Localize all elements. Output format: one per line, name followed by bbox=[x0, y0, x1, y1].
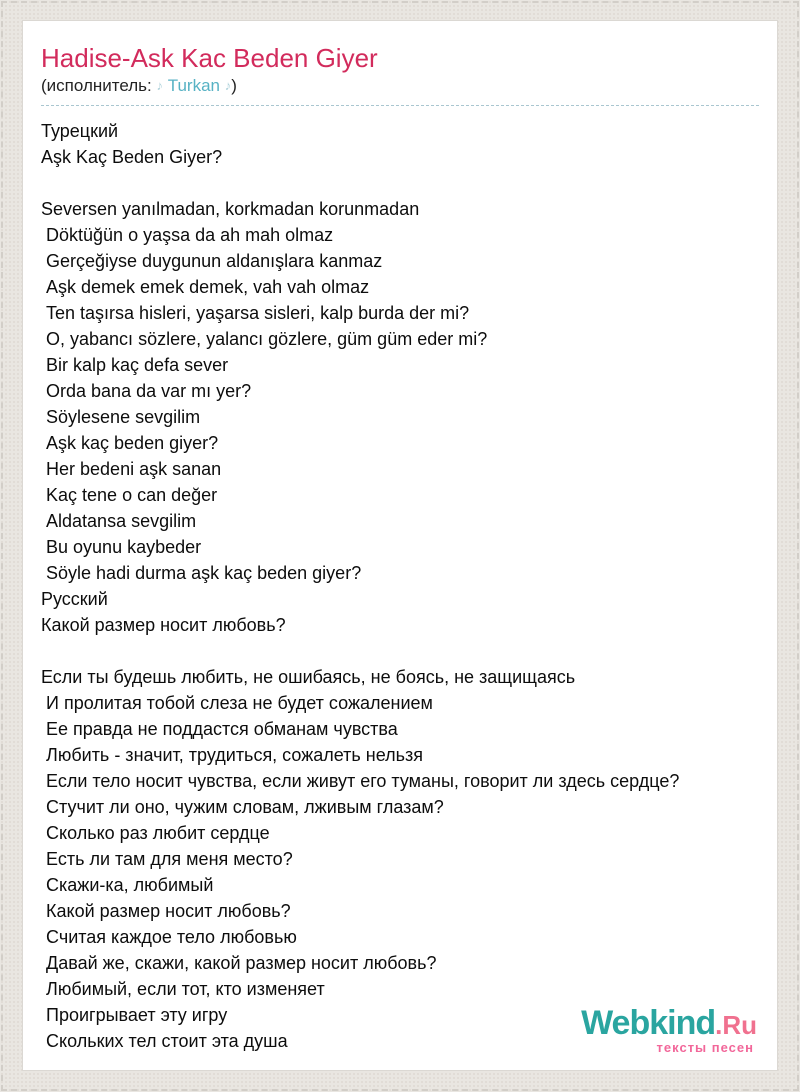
lyric-line bbox=[41, 170, 759, 196]
lyric-line: Скольких тел стоит эта душа bbox=[41, 1031, 288, 1051]
artist-label-close: ) bbox=[231, 76, 237, 95]
lyric-line: Aldatansa sevgilim bbox=[41, 511, 197, 531]
lyric-line: Считая каждое тело любовью bbox=[41, 927, 297, 947]
content-card bbox=[22, 20, 778, 1071]
lyrics-block bbox=[41, 118, 759, 1054]
lyric-line: Какой размер носит любовь? bbox=[41, 901, 291, 921]
lyric-line: Söylesene sevgilim bbox=[41, 407, 201, 427]
lyric-line: Ее правда не поддастся обманам чувства bbox=[41, 719, 398, 739]
lyric-line: Ten taşırsa hisleri, yaşarsa sisleri, kalp burda der mi? bbox=[41, 303, 470, 323]
note-icon: ♪ bbox=[156, 78, 163, 93]
lyric-line: Сколько раз любит сердце bbox=[41, 823, 270, 843]
note-icon: ♪ bbox=[224, 78, 232, 93]
lyric-line: Kaç tene o can değer bbox=[41, 485, 218, 505]
lyric-line: Если тело носит чувства, если живут его туманы, говорит ли здесь сердце? bbox=[41, 771, 680, 791]
webkind-logo[interactable] bbox=[581, 1006, 757, 1054]
lyric-line: Если ты будешь любить, не ошибаясь, не боясь, не защищаясь bbox=[41, 667, 576, 687]
lyric-line: Aşk demek emek demek, vah vah olmaz bbox=[41, 277, 370, 297]
logo-webkind-text: Webkind bbox=[581, 1004, 716, 1042]
lyric-line: Söyle hadi durma aşk kaç beden giyer? bbox=[41, 563, 362, 583]
logo-tagline: тексты песен bbox=[656, 1040, 754, 1055]
lyric-line: Döktüğün o yaşsa da ah mah olmaz bbox=[41, 225, 334, 245]
lyric-line: Orda bana da var mı yer? bbox=[41, 381, 252, 401]
logo-ru-text: .Ru bbox=[715, 1010, 757, 1040]
artist-link[interactable]: Turkan bbox=[167, 76, 220, 95]
lyric-line: Русский bbox=[41, 589, 108, 609]
lyric-line: Проигрывает эту игру bbox=[41, 1005, 228, 1025]
lyric-line: Her bedeni aşk sanan bbox=[41, 459, 222, 479]
lyric-line: Давай же, скажи, какой размер носит любовь? bbox=[41, 953, 437, 973]
song-header bbox=[41, 21, 759, 106]
lyric-line: Есть ли там для меня место? bbox=[41, 849, 293, 869]
lyric-line: Любить - значит, трудиться, сожалеть нельзя bbox=[41, 745, 424, 765]
lyric-line: Любимый, если тот, кто изменяет bbox=[41, 979, 325, 999]
lyric-line: Bir kalp kaç defa sever bbox=[41, 355, 229, 375]
lyric-line: Стучит ли оно, чужим словам, лживым глазам? bbox=[41, 797, 444, 817]
lyric-line: O, yabancı sözlere, yalancı gözlere, güm güm eder mi? bbox=[41, 329, 488, 349]
lyric-line bbox=[41, 638, 759, 664]
lyric-line: Bu oyunu kaybeder bbox=[41, 537, 202, 557]
artist-label: (исполнитель: bbox=[41, 76, 152, 95]
lyric-line: Gerçeğiyse duygunun aldanışlara kanmaz bbox=[41, 251, 383, 271]
lyric-line: Aşk Kaç Beden Giyer? bbox=[41, 147, 223, 167]
page-title: Hadise-Ask Kac Beden Giyer bbox=[41, 43, 378, 73]
lyric-line: Скажи-ка, любимый bbox=[41, 875, 214, 895]
lyric-line: Турецкий bbox=[41, 121, 119, 141]
logo-wordmark bbox=[581, 1004, 757, 1042]
lyric-line: И пролитая тобой слеза не будет сожалением bbox=[41, 693, 433, 713]
lyric-line: Какой размер носит любовь? bbox=[41, 615, 286, 635]
lyric-line: Aşk kaç beden giyer? bbox=[41, 433, 219, 453]
artist-line bbox=[41, 76, 759, 96]
lyric-line: Seversen yanılmadan, korkmadan korunmadan bbox=[41, 199, 420, 219]
